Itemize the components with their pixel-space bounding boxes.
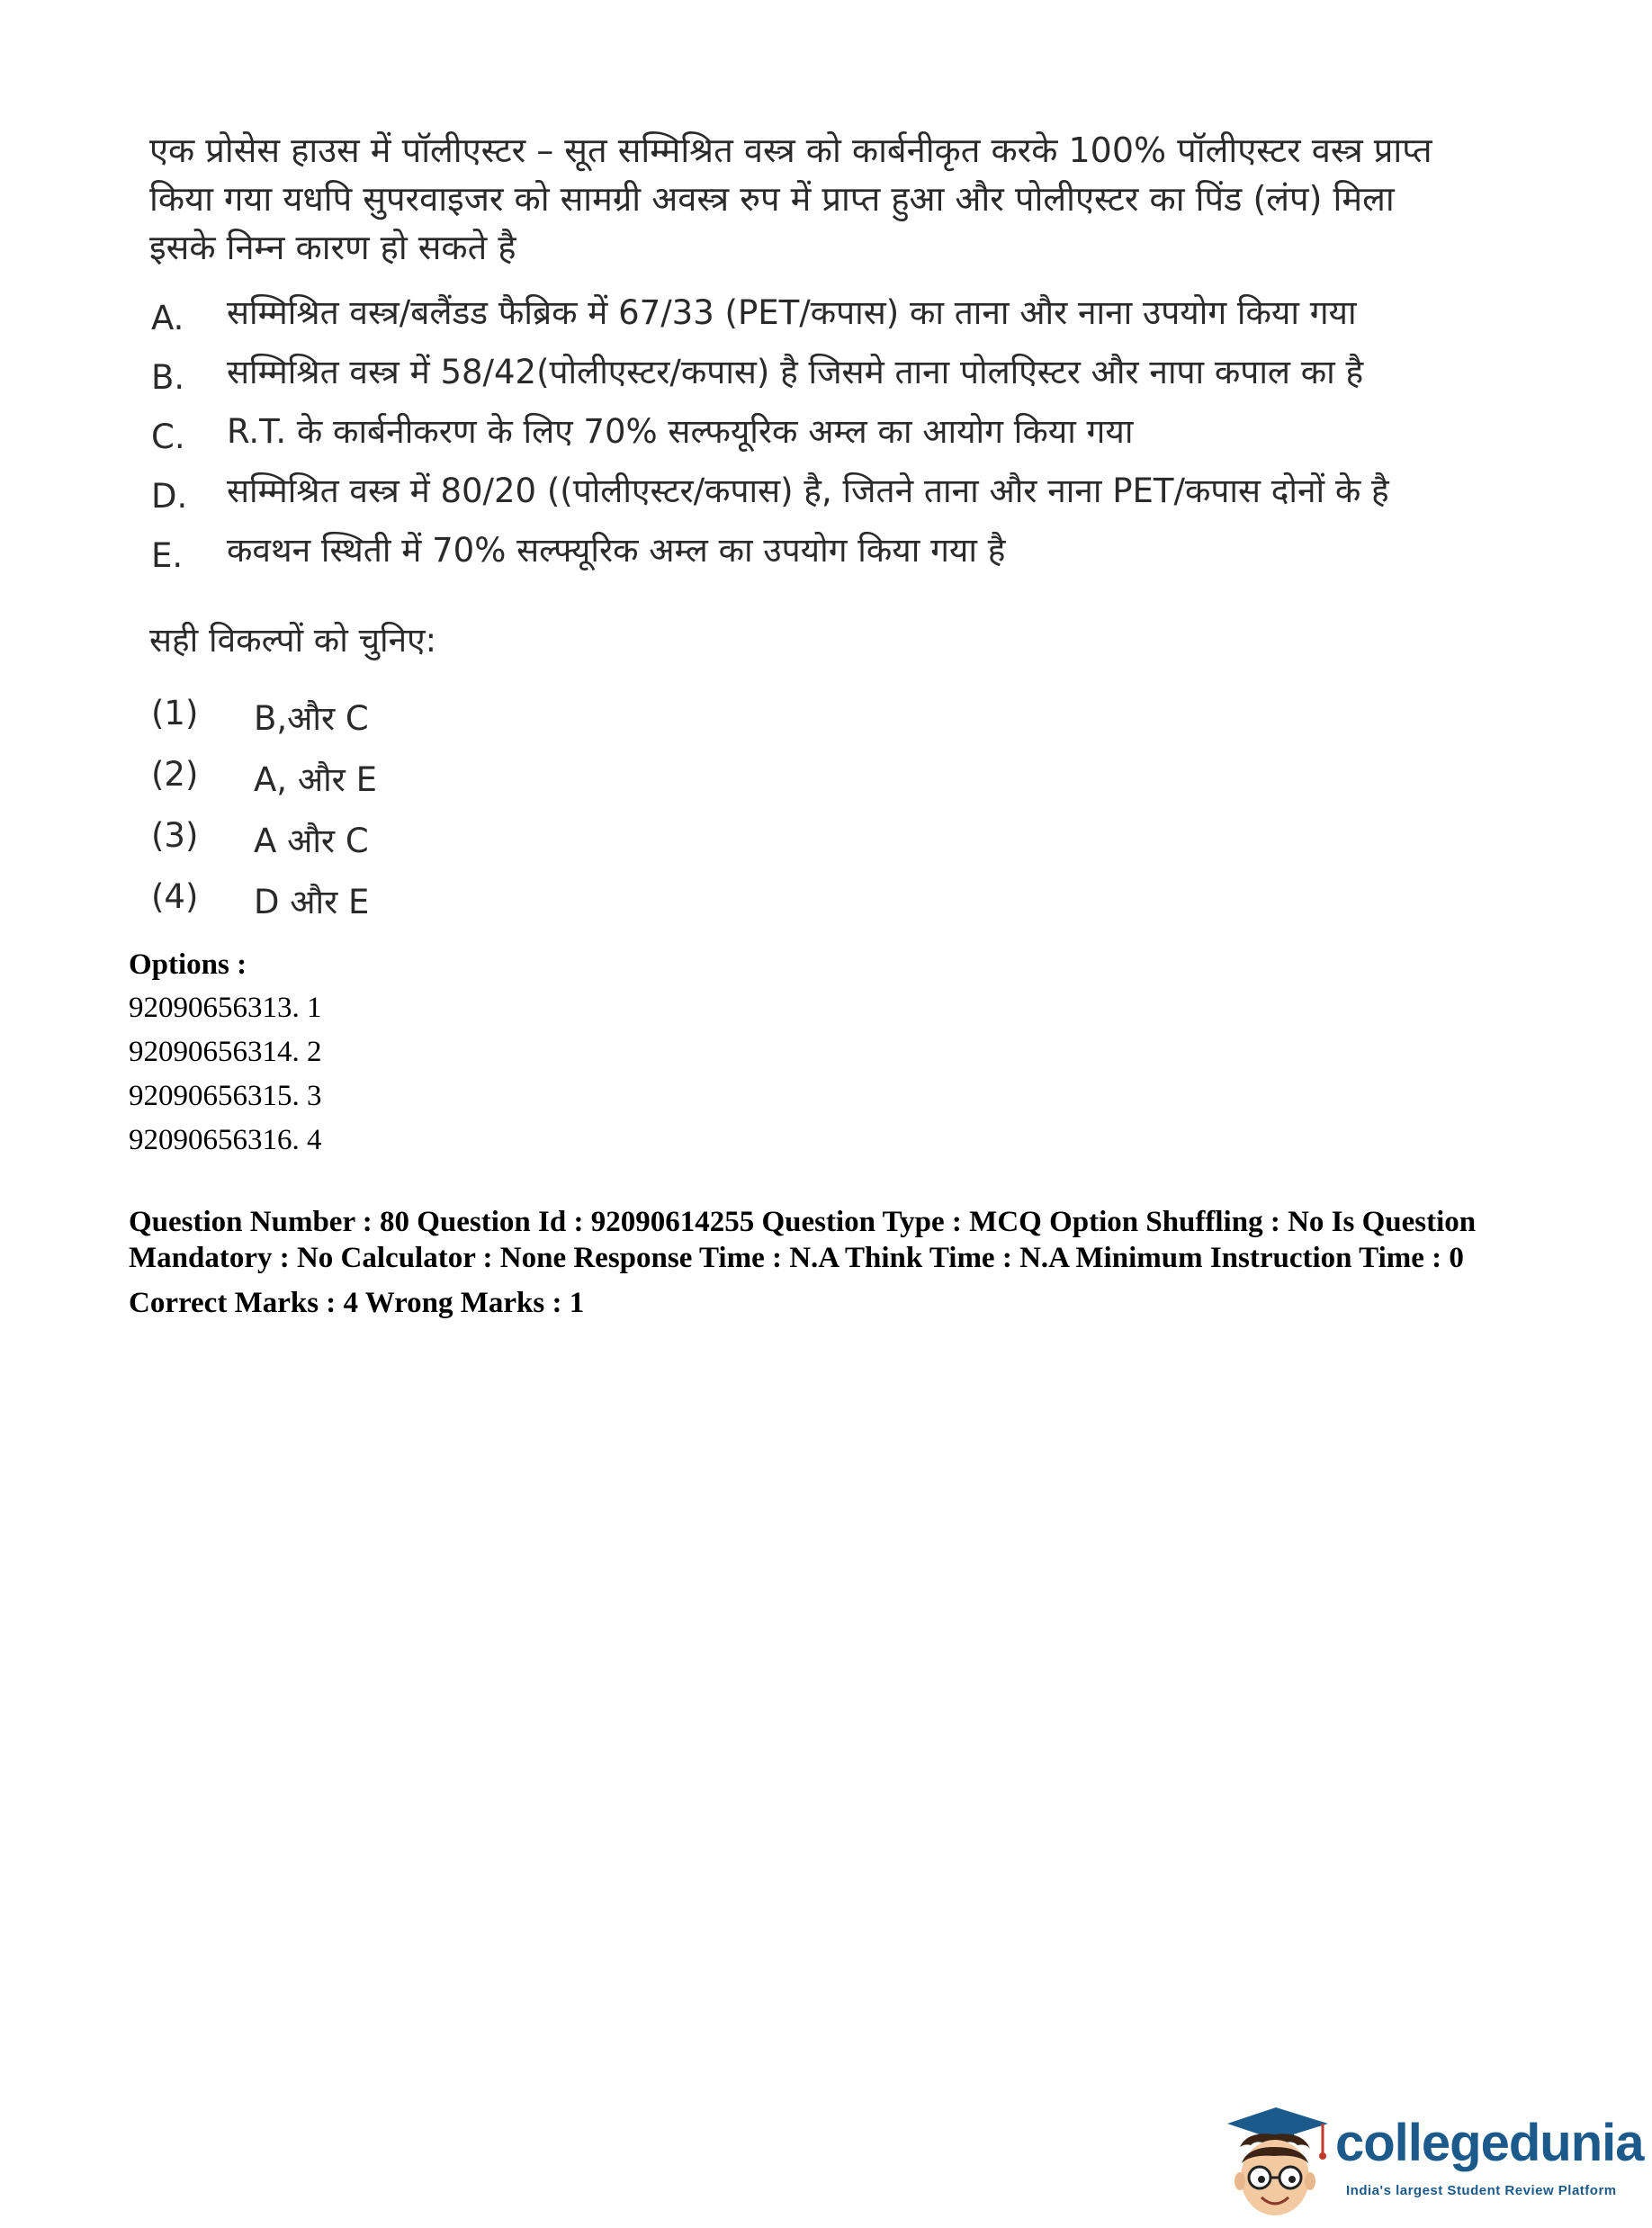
marks-info: Correct Marks : 4 Wrong Marks : 1: [129, 1287, 585, 1319]
statement-letter: E.: [151, 536, 184, 575]
statement-text: सम्मिश्रित वस्त्र/बलैंडड फैब्रिक में 67/33 (PET/कपास) का ताना और नाना उपयोग किया गया: [227, 293, 1357, 332]
statement-e: [149, 531, 1472, 590]
statement-c: [149, 412, 1472, 472]
choice-4: [149, 877, 1472, 939]
choice-1: [149, 694, 1472, 755]
choice-number: (4): [151, 877, 199, 916]
question-stem-line: एक प्रोसेस हाउस में पॉलीएस्टर – सूत सम्मिश्रित वस्त्र को कार्बनीकृत करके 100% पॉलीएस्टर वस्त्र प्राप्त: [149, 130, 1432, 170]
mascot-icon: [1220, 2100, 1337, 2226]
statement-letter: C.: [151, 418, 185, 456]
statement-letter: D.: [151, 477, 188, 516]
choice-text: D और E: [254, 883, 370, 921]
choice-number: (3): [151, 816, 199, 855]
choice-number: (2): [151, 755, 199, 794]
choice-2: [149, 755, 1472, 816]
statement-b: [149, 353, 1472, 412]
question-info: Question Number : 80 Question Id : 92090614255 Question Type : MCQ Option Shuffling : No Is Question Mandatory : No Calculator : None Response Time : N.A Think Time : N.A Minimum Instruction Time : 0: [129, 1206, 1477, 1274]
question-stem-line: इसके निम्न कारण हो सकते है: [149, 228, 516, 267]
options-and-meta: [129, 943, 1532, 1321]
statement-letter: A.: [151, 299, 184, 337]
choice-3: [149, 816, 1472, 877]
question-block: [149, 126, 1472, 939]
option-item: 92090656315. 3: [129, 1080, 322, 1112]
choice-number: (1): [151, 694, 199, 732]
statement-a: [149, 293, 1472, 353]
statement-text: सम्मिश्रित वस्त्र में 58/42(पोलीएस्टर/कपास) है जिसमे ताना पोलएिस्टर और नापा कपाल का है: [227, 353, 1364, 391]
statement-letter: B.: [151, 358, 185, 397]
statement-d: [149, 472, 1472, 531]
logo-tagline: India's largest Student Review Platform: [1346, 2183, 1617, 2198]
option-item: 92090656313. 1: [129, 992, 322, 1024]
options-label: Options :: [129, 948, 247, 981]
collegedunia-logo: [1220, 2100, 1644, 2226]
option-item: 92090656316. 4: [129, 1124, 322, 1156]
statement-text: कवथन स्थिती में 70% सल्फ्यूरिक अम्ल का उपयोग किया गया है: [227, 531, 1006, 570]
question-stem-line: किया गया यधपि सुपरवाइजर को सामग्री अवस्त्र रुप में प्राप्त हुआ और पोलीएस्टर का पिंड (लंप) मिला: [149, 179, 1395, 219]
option-item: 92090656314. 2: [129, 1036, 322, 1068]
question-stem: [149, 126, 1472, 272]
choice-text: B,और C: [254, 699, 369, 738]
logo-wordmark: collegedunia: [1335, 2114, 1644, 2172]
choice-text: A और C: [254, 822, 369, 860]
statement-text: R.T. के कार्बनीकरण के लिए 70% सल्फयूरिक अम्ल का आयोग किया गया: [227, 412, 1134, 451]
statement-text: सम्मिश्रित वस्त्र में 80/20 ((पोलीएस्टर/कपास) है, जितने ताना और नाना PET/कपास दोनों के है: [227, 472, 1389, 510]
answer-instruction: सही विकल्पों को चुनिए:: [149, 621, 437, 660]
choice-text: A, और E: [254, 760, 377, 799]
